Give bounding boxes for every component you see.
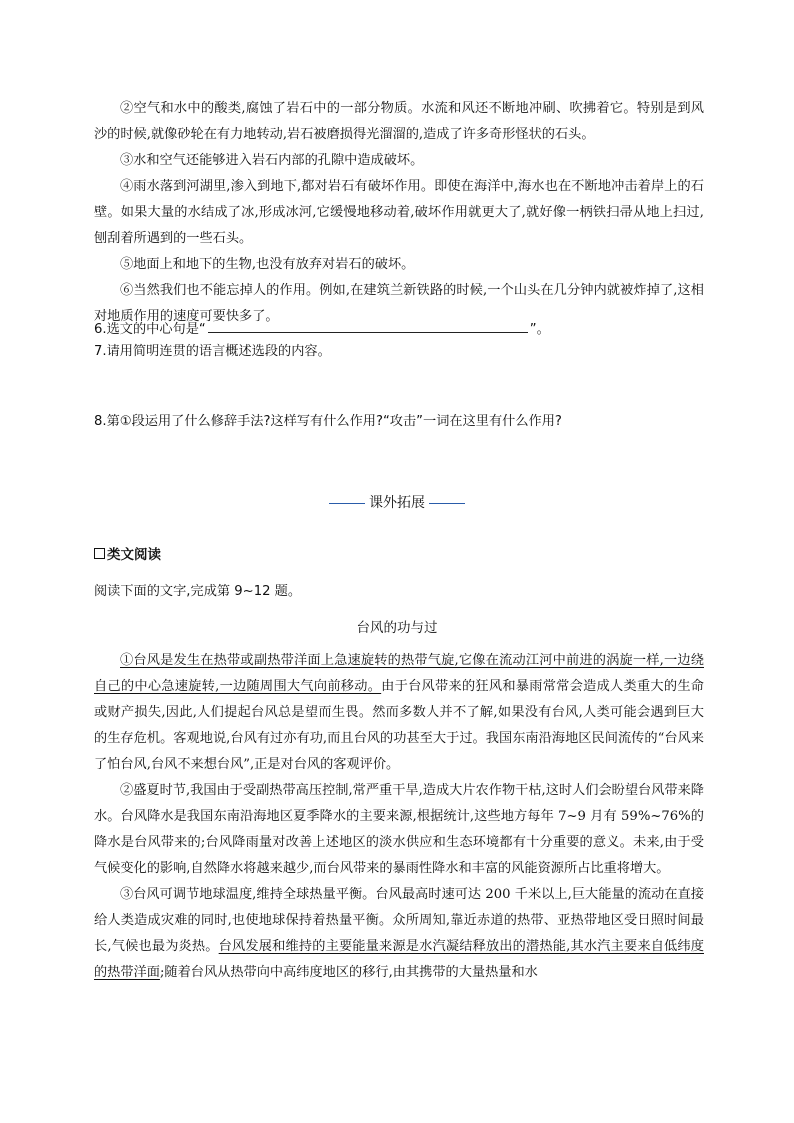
paragraph-5: ⑤地面上和地下的生物,也没有放弃对岩石的破坏。 <box>120 257 415 272</box>
question-6 <box>94 318 714 340</box>
question-6-suffix: ”。 <box>529 322 550 337</box>
paragraph-3: ③水和空气还能够进入岩石内部的孔隙中造成破坏。 <box>120 153 424 168</box>
underlined-sentence: ①台风是发生在热带或副热带洋面上急速旋转的热带气旋,它像在流动江河中前进的涡旋一样,一边绕自己的中心急速旋转,一边随周围大气向前移动。 <box>94 653 704 694</box>
question-6-prefix: 6.选文的中心句是“ <box>94 322 206 337</box>
heading-dash-left <box>329 503 365 504</box>
paragraph-6: ⑥当然我们也不能忘掉人的作用。例如,在建筑兰新铁路的时候,一个山头在几分钟内就被炸掉了,这相对地质作用的速度可要快多了。 <box>94 283 704 324</box>
question-7: 7.请用简明连贯的语言概述选段的内容。 <box>94 344 331 359</box>
answer-blank-6[interactable] <box>208 318 528 333</box>
checkbox-icon <box>94 548 105 559</box>
paragraph-text: 由于台风带来的狂风和暴雨常常会造成人类重大的生命或财产损失,因此,人们提起台风总是望而生畏。然而多数人并不了解,如果没有台风,人类可能会遇到巨大的生存危机。客观地说,台风有过亦有功,而且台风的功甚至大于过。我国东南沿海地区民间流传的“台风来了怕台风,台风不来想台风”,正是对台风的客观评价。 <box>94 679 704 772</box>
question-8: 8.第①段运用了什么修辞手法?这样写有什么作用?“攻击”一词在这里有什么作用? <box>94 414 562 429</box>
article-paragraph-1 <box>94 648 704 778</box>
underlined-sentence: 台风发展和维持的主要能量来源是水汽凝结释放出的潜热能,其水汽主要来自低纬度的热带洋面 <box>94 939 704 980</box>
article-paragraph-2: ②盛夏时节,我国由于受副热带高压控制,常严重干旱,造成大片农作物干枯,这时人们会盼望台风带来降水。台风降水是我国东南沿海地区夏季降水的主要来源,根据统计,这些地方每年 7~9 月有 59%~76%的降水是台风带来的;台风降雨量对改善上述地区的淡水供应和生态环境都有十分重要的意义。未来,由于受气候变化的影响,自然降水将越来越少,而台风带来的暴雨性降水和丰富的风能资源所占比重将增大。 <box>94 783 704 876</box>
heading-dash-right <box>429 503 465 504</box>
category-label-text: 类文阅读 <box>107 547 161 563</box>
article-title: 台风的功与过 <box>356 620 438 636</box>
section-heading <box>0 492 794 512</box>
category-label <box>94 543 161 563</box>
section-heading-text: 课外拓展 <box>369 495 425 511</box>
instruction: 阅读下面的文字,完成第 9~12 题。 <box>94 584 302 599</box>
paragraph-text: ③台风可调节地球温度,维持全球热量平衡。台风最高时速可达 200 千米以上,巨大能量的流动在直接给人类造成灾难的同时,也使地球保持着热量平衡。众所周知,靠近赤道的热带、亚热带地区受日照时间最长,气候也最为炎热。 <box>94 887 704 954</box>
paragraph-2: ②空气和水中的酸类,腐蚀了岩石中的一部分物质。水流和风还不断地冲刷、吹拂着它。特别是到风沙的时候,就像砂轮在有力地转动,岩石被磨损得光溜溜的,造成了许多奇形怪状的石头。 <box>94 101 704 142</box>
paragraph-4: ④雨水落到河湖里,渗入到地下,都对岩石有破坏作用。即使在海洋中,海水也在不断地冲击着岸上的石壁。如果大量的水结成了冰,形成冰河,它缓慢地移动着,破坏作用就更大了,就好像一柄铁扫帚从地上扫过,刨刮着所遇到的一些石头。 <box>94 179 704 246</box>
paragraph-text: ;随着台风从热带向中高纬度地区的移行,由其携带的大量热量和水 <box>159 965 538 980</box>
article-paragraph-3 <box>94 882 704 986</box>
